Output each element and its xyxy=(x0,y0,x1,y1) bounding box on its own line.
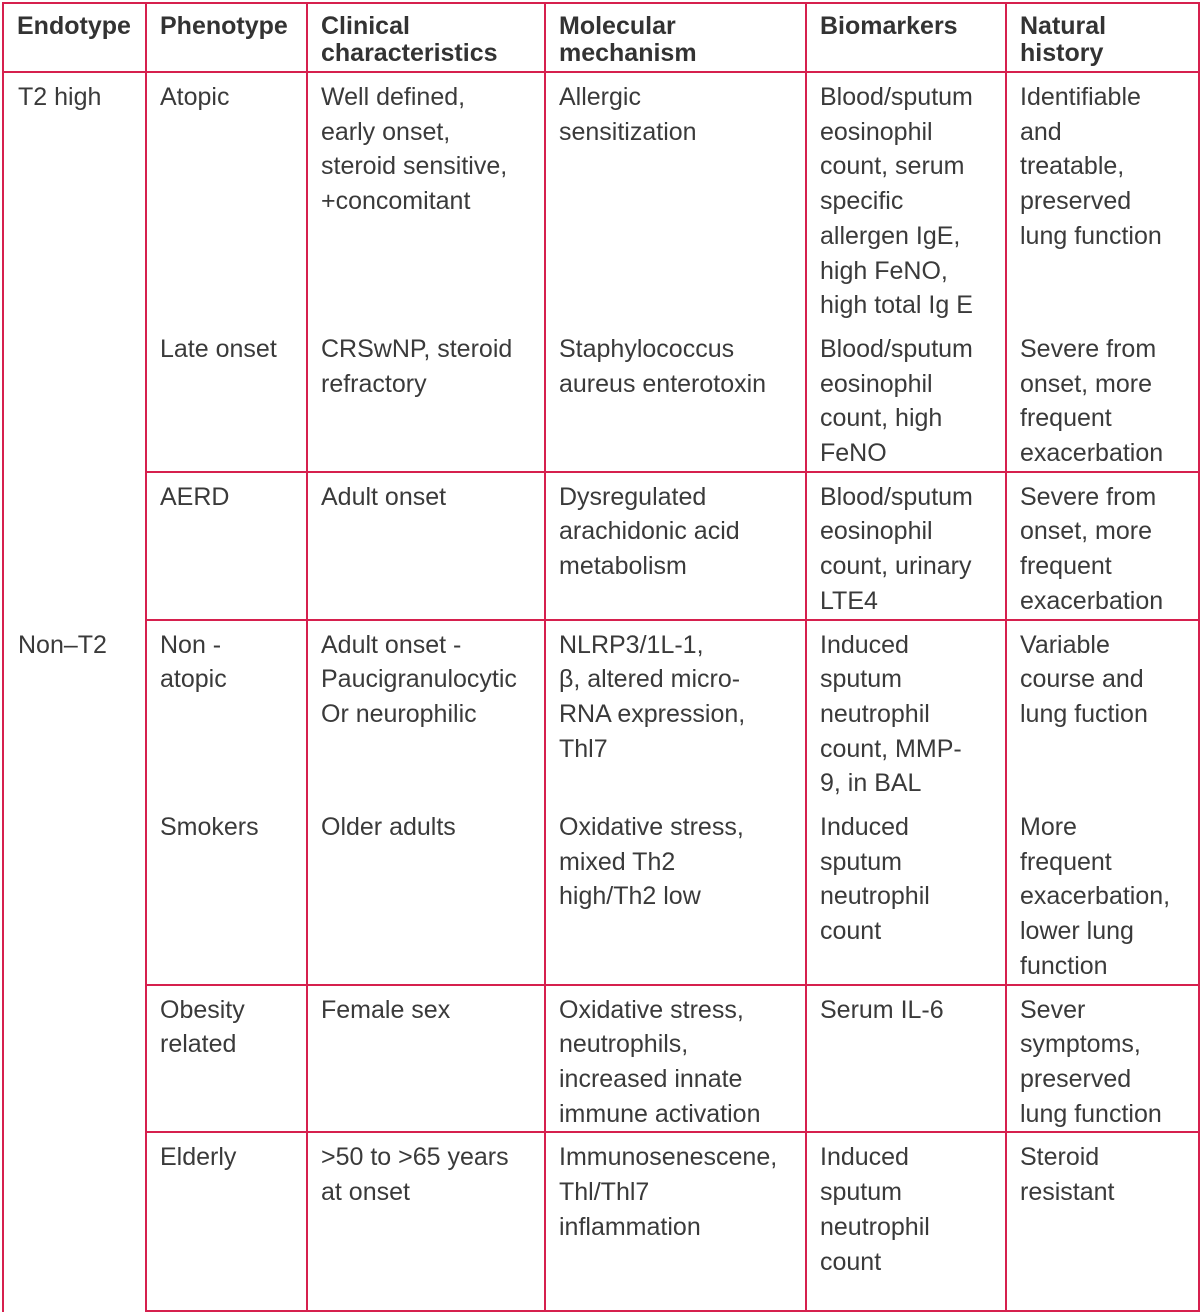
phenotype-cell: Elderly xyxy=(146,1132,307,1311)
asthma-endotype-table xyxy=(2,2,1200,1312)
header-biomarkers: Biomarkers xyxy=(806,3,1006,72)
table-row xyxy=(3,72,1199,324)
clinical-cell: Older adults xyxy=(307,802,545,985)
table-row xyxy=(3,620,1199,803)
phenotype-cell: Late onset xyxy=(146,324,307,472)
mechanism-cell: NLRP3/1L-1, β, altered micro- RNA expression, Thl7 xyxy=(545,620,806,803)
table-row xyxy=(3,472,1199,620)
endotype-cell: T2 high xyxy=(3,72,146,620)
header-molecular-mechanism: Molecular mechanism xyxy=(545,3,806,72)
natural-history-cell: Severe from onset, more frequent exacerbation xyxy=(1006,324,1199,472)
natural-history-cell: Variable course and lung fuction xyxy=(1006,620,1199,803)
biomarkers-cell: Blood/sputum eosinophil count, urinary LTE4 xyxy=(806,472,1006,620)
table-row xyxy=(3,1132,1199,1311)
natural-history-cell: Severe from onset, more frequent exacerbation xyxy=(1006,472,1199,620)
biomarkers-cell: Blood/sputum eosinophil count, serum specific allergen IgE, high FeNO, high total Ig E xyxy=(806,72,1006,324)
phenotype-cell: Atopic xyxy=(146,72,307,324)
header-phenotype: Phenotype xyxy=(146,3,307,72)
clinical-cell: Female sex xyxy=(307,985,545,1133)
phenotype-cell: Smokers xyxy=(146,802,307,985)
header-clinical-characteristics: Clinical characteristics xyxy=(307,3,545,72)
phenotype-cell: Obesity related xyxy=(146,985,307,1133)
table-row xyxy=(3,324,1199,472)
mechanism-cell: Immunosenescene, Thl/Thl7 inflammation xyxy=(545,1132,806,1311)
natural-history-cell: More frequent exacerbation, lower lung function xyxy=(1006,802,1199,985)
mechanism-cell: Oxidative stress, neutrophils, increased innate immune activation xyxy=(545,985,806,1133)
clinical-cell: Well defined, early onset, steroid sensitive, +concomitant xyxy=(307,72,545,324)
phenotype-cell: AERD xyxy=(146,472,307,620)
natural-history-cell: Identifiable and treatable, preserved lung function xyxy=(1006,72,1199,324)
biomarkers-cell: Induced sputum neutrophil count xyxy=(806,802,1006,985)
biomarkers-cell: Induced sputum neutrophil count xyxy=(806,1132,1006,1311)
mechanism-cell: Oxidative stress, mixed Th2 high/Th2 low xyxy=(545,802,806,985)
biomarkers-cell: Induced sputum neutrophil count, MMP- 9, in BAL xyxy=(806,620,1006,803)
table-row xyxy=(3,985,1199,1133)
biomarkers-cell: Serum IL-6 xyxy=(806,985,1006,1133)
mechanism-cell: Dysregulated arachidonic acid metabolism xyxy=(545,472,806,620)
mechanism-cell: Allergic sensitization xyxy=(545,72,806,324)
endotype-cell: Non–T2 xyxy=(3,620,146,1312)
header-row xyxy=(3,3,1199,72)
header-endotype: Endotype xyxy=(3,3,146,72)
phenotype-cell: Non - atopic xyxy=(146,620,307,803)
clinical-cell: Adult onset - Paucigranulocytic Or neurophilic xyxy=(307,620,545,803)
mechanism-cell: Staphylococcus aureus enterotoxin xyxy=(545,324,806,472)
biomarkers-cell: Blood/sputum eosinophil count, high FeNO xyxy=(806,324,1006,472)
natural-history-cell: Sever symptoms, preserved lung function xyxy=(1006,985,1199,1133)
header-natural-history: Natural history xyxy=(1006,3,1199,72)
clinical-cell: Adult onset xyxy=(307,472,545,620)
clinical-cell: >50 to >65 years at onset xyxy=(307,1132,545,1311)
clinical-cell: CRSwNP, steroid refractory xyxy=(307,324,545,472)
table-row xyxy=(3,802,1199,985)
natural-history-cell: Steroid resistant xyxy=(1006,1132,1199,1311)
